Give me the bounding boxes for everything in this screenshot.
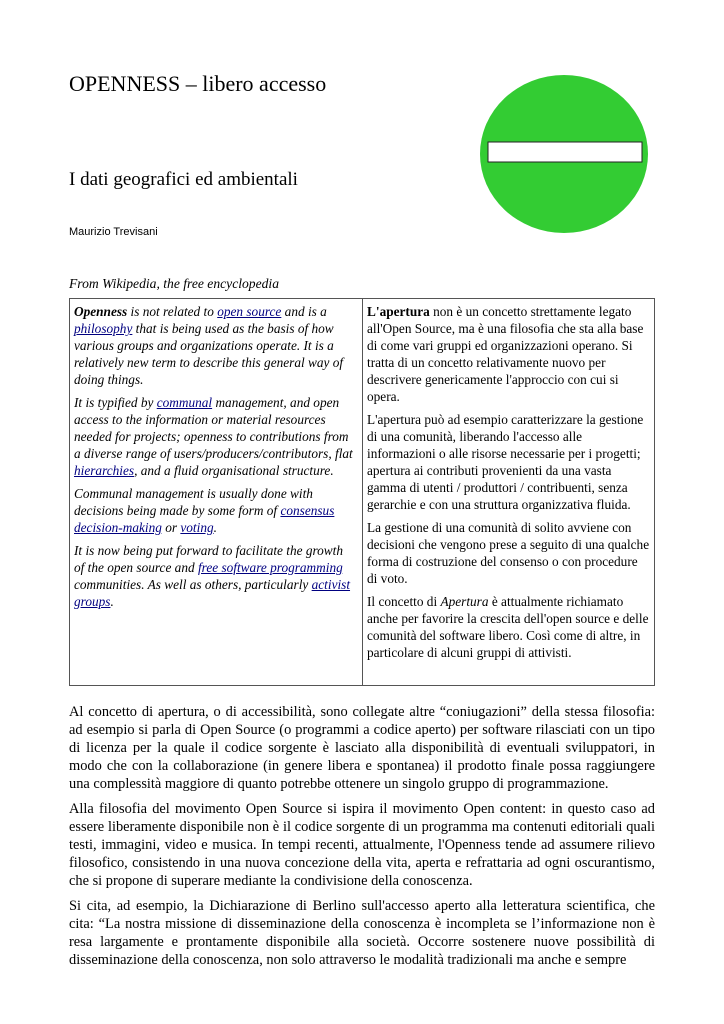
english-paragraph-3: Communal management is usually done with decisions being made by some form of consensus decision-making or voting. (74, 486, 335, 535)
link-voting[interactable]: voting (180, 520, 214, 535)
link-open-source[interactable]: open source (217, 304, 282, 319)
link-consensus-decision-making[interactable]: consensus decision-making (74, 503, 335, 535)
body-paragraph-3: Si cita, ad esempio, la Dichiarazione di Berlino sull'accesso aperto alla letteratura scientifica, che cita: “La nostra missione di disseminazione della conoscenza è incompleta se l’informazione non è resa largamente e prontamente disponibile alla società. Occorre sostenere nuove possibilità di disseminazione della conoscenza, non solo attraverso le modalità tradizionali ma anche e sempre (69, 898, 655, 968)
link-communal[interactable]: communal (156, 395, 213, 410)
source-attribution: From Wikipedia, the free encyclopedia (69, 276, 279, 291)
italian-paragraph-1: L'apertura non è un concetto strettamente legato all'Open Source, ma è una filosofia che sta alla base di come vari gruppi ed organizzazioni operano. Si tratta di un concetto relativamente nuovo per descrivere genericamente l'approccio con cui si opera. (367, 304, 644, 404)
link-hierarchies[interactable]: hierarchies (74, 463, 135, 478)
italian-column (363, 299, 654, 685)
comparison-table (69, 298, 655, 686)
link-free-software-programming[interactable]: free software programming (197, 560, 343, 575)
italian-paragraph-4: Il concetto di Apertura è attualmente richiamato anche per favorire la crescita dell'open source e delle comunità del software libero. Così come di altre, in particolare di alcuni gruppi di attivisti. (367, 594, 649, 660)
author-name: Maurizio Trevisani (69, 226, 158, 238)
english-column (70, 299, 363, 685)
link-activist-groups[interactable]: activist groups (74, 577, 351, 609)
document-subtitle: I dati geografici ed ambientali (69, 169, 298, 190)
english-paragraph-4: It is now being put forward to facilitate the growth of the open source and free software programming communities. As well as others, particularly activist groups. (74, 543, 351, 609)
link-philosophy[interactable]: philosophy (74, 321, 133, 336)
italian-paragraph-3: La gestione di una comunità di solito avviene con decisioni che vengono prese a seguito di una qualche forma di costruzione del consenso o con procedure di voto. (367, 520, 650, 586)
no-entry-sign-icon (480, 75, 648, 233)
term-bold: Openness (74, 304, 128, 319)
body-paragraph-1: Al concetto di apertura, o di accessibilità, sono collegate altre “coniugazioni” della stessa filosofia: ad esempio si parla di Open Source (o programmi a codice aperto) per software rilasciati con un tipo di licenza per la quale il codice sorgente è lasciato alla disponibilità di eventuali sviluppatori, in modo che con la collaborazione (in genere libera e spontanea) il prodotto finale possa raggiungere una complessità maggiore di quanto potrebbe ottenere un singolo gruppo di programmazione. (69, 704, 655, 792)
logo-bar (488, 142, 642, 162)
body-paragraph-2: Alla filosofia del movimento Open Source si ispira il movimento Open content: in questo caso ad essere liberamente disponibile non è il codice sorgente di un programma ma contenuti editoriali quali testi, immagini, video e musica. In tempi recenti, attualmente, l'Openness tende ad assumere rilievo filosofico, consistendo in una nuova concezione della vita, aperta e refrattaria ad ogni oscurantismo, che si propone di superare mediante la condivisione della conoscenza. (69, 801, 655, 889)
english-paragraph-2: It is typified by communal management, and open access to the information or material resources needed for projects; openness to contributions from a diverse range of users/producers/contributors, flat hierarchies, and a fluid organisational structure. (74, 395, 353, 478)
term-bold: L'apertura (367, 304, 430, 319)
english-paragraph-1: Openness is not related to open source and is a philosophy that is being used as the basis of how various groups and organizations operate. It is a relatively new term to describe this general way of doing things. (74, 304, 344, 387)
italian-paragraph-2: L'apertura può ad esempio caratterizzare la gestione di una comunità, liberando l'accesso alle informazioni o alle risorse necessarie per i progetti; apertura ai contributi provenienti da una vasta gamma di utenti / produttori / contribuenti, senza gerarchie e con una struttura organizzativa fluida. (367, 412, 644, 512)
main-body (69, 703, 655, 976)
document-title: OPENNESS – libero accesso (69, 71, 327, 96)
